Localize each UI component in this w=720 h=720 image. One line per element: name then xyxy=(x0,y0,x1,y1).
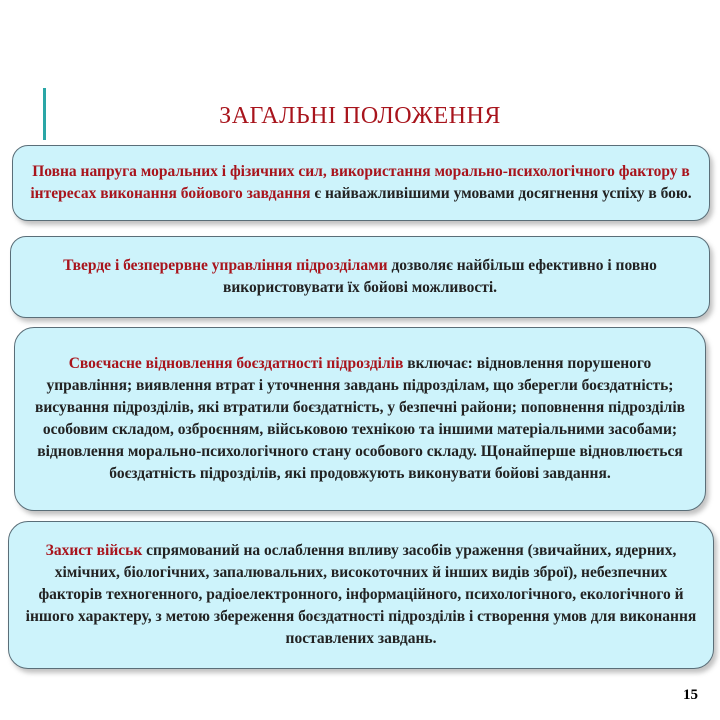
info-block-1 xyxy=(12,145,710,221)
block-body: спрямований на ослаблення впливу засобів ураження (звичайних, ядерних, хімічних, біологічних, запалювальних, високоточних й інших видів зброї), небезпечних факторів техногенного, радіоелектронного, інформаційного, психологічного, екологічного й іншого характеру, з метою збереження боєздатності підрозділів і створення умов для виконання поставлених завдань. xyxy=(25,542,697,647)
block-lead: Тверде і безперервне управління підрозділами xyxy=(63,257,388,274)
block-lead: Своєчасне відновлення боєздатності підрозділів xyxy=(68,355,404,372)
block-body: включає: відновлення порушеного управління; виявлення втрат і уточнення завдань підрозділам, що зберегли боєздатність; висування підрозділів, які втратили боєздатність, у безпечні райони; поповнення підрозділів особовим складом, озброєнням, військовою технікою та іншими матеріальними засобами; відновлення морально-психологічного стану особового складу. Щонайперше відновлюється боєздатність підрозділів, які продовжують виконувати бойові завдання. xyxy=(34,355,686,482)
block-body: дозволяє найбільш ефективно і повно використовувати їх бойові можливості. xyxy=(222,257,657,296)
block-text xyxy=(23,540,699,650)
info-block-2 xyxy=(10,236,710,318)
block-text xyxy=(25,255,695,299)
block-lead: Захист військ xyxy=(45,542,143,559)
block-text xyxy=(27,161,695,205)
info-block-3 xyxy=(14,327,706,511)
page-number: 15 xyxy=(683,687,698,703)
page-title: ЗАГАЛЬНІ ПОЛОЖЕННЯ xyxy=(219,103,501,129)
block-body: є найважливішими умовами досягнення успіху в бою. xyxy=(310,185,692,202)
block-text xyxy=(29,353,691,485)
info-block-4 xyxy=(8,521,714,669)
block-lead: Повна напруга моральних і фізичних сил, використання морально-психологічного фактору в інтересах виконання бойового завдання xyxy=(30,163,690,202)
